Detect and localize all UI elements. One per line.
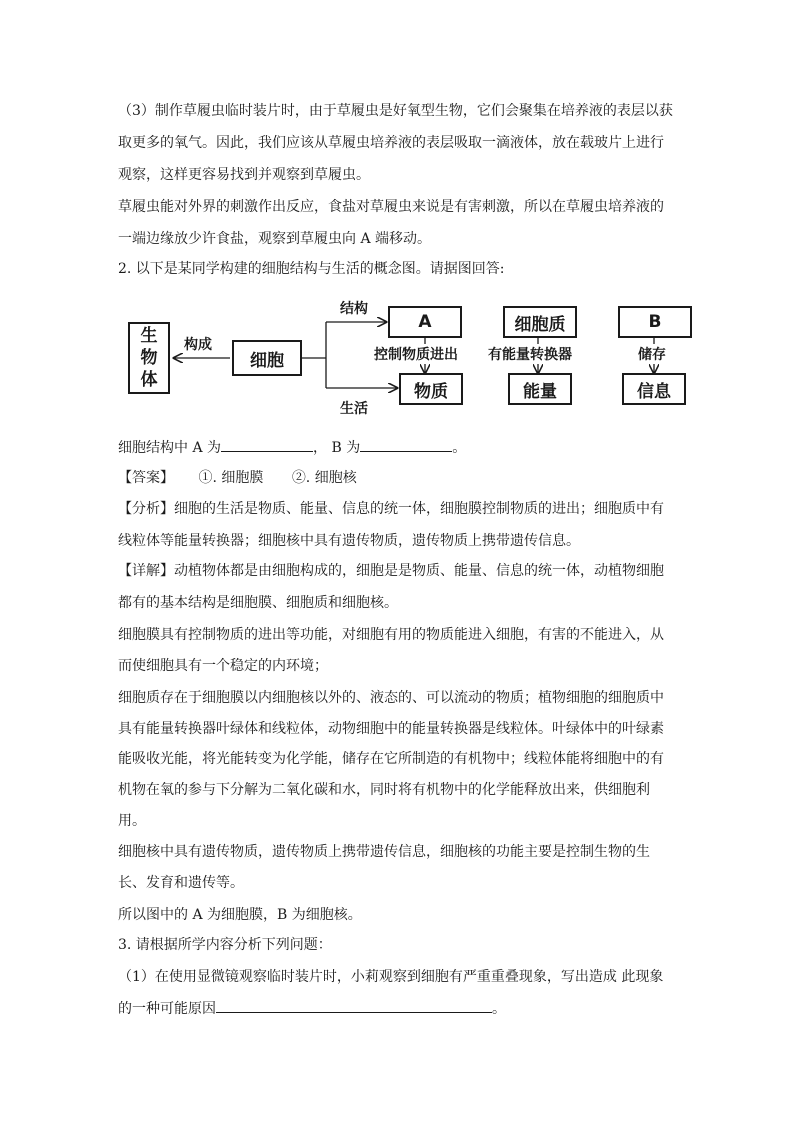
cytoplasm-box: 细胞质	[503, 306, 577, 338]
answer-blank-reason[interactable]	[216, 998, 492, 1013]
organism-box	[128, 322, 170, 394]
organism-char: 物	[140, 348, 158, 368]
detail-line: 【详解】动植物体都是由细胞构成的，细胞是是物质、能量、信息的统一体，动植物细胞	[118, 563, 664, 579]
cell-box: 细胞	[232, 340, 302, 376]
question-3-line: （1）在使用显微镜观察临时装片时，小莉观察到细胞有严重重叠现象，写出造成 此现象	[118, 969, 664, 985]
question-3-end: 。	[492, 1001, 506, 1017]
analysis-line: 线粒体等能量转换器；细胞核中具有遗传物质，遗传物质上携带遗传信息。	[118, 533, 580, 549]
paragraph-line: 一端边缘放少许食盐，观察到草履虫向 A 端移动。	[118, 231, 432, 247]
detail-line: 所以图中的 A 为细胞膜，B 为细胞核。	[118, 907, 362, 923]
info-box: 信息	[622, 373, 686, 405]
life-label: 生活	[340, 401, 368, 417]
detail-line: 都有的基本结构是细胞膜、细胞质和细胞核。	[118, 595, 398, 611]
answer-tag: 【答案】	[118, 470, 174, 486]
question-end: 。	[452, 440, 467, 456]
question-3-line	[118, 998, 506, 1019]
converter-label: 有能量转换器	[488, 344, 572, 364]
box-b: B	[618, 306, 692, 338]
box-a: A	[388, 306, 462, 338]
compose-label: 构成	[184, 337, 212, 353]
detail-line: 而使细胞具有一个稳定的内环境；	[118, 658, 328, 674]
energy-box: 能量	[508, 373, 572, 405]
control-label: 控制物质进出	[374, 344, 458, 364]
answer-blank-a[interactable]	[221, 437, 313, 452]
question-title: 2. 以下是某同学构建的细胞结构与生活的概念图。请据图回答:	[118, 261, 505, 277]
detail-line: 能吸收光能，将光能转变为化学能，储存在它所制造的有机物中；线粒体能将细胞中的有	[118, 751, 664, 767]
paragraph-line: （3）制作草履虫临时装片时，由于草履虫是好氧型生物，它们会聚集在培养液的表层以获	[118, 103, 673, 119]
detail-line: 具有能量转换器叶绿体和线粒体，动物细胞中的能量转换器是线粒体。叶绿体中的叶绿素	[118, 721, 664, 737]
paragraph-line: 草履虫能对外界的刺激作出反应，食盐对草履虫来说是有害刺激，所以在草履虫培养液的	[118, 199, 664, 215]
matter-box: 物质	[399, 373, 463, 405]
organism-char: 生	[140, 326, 158, 346]
question-3-title: 3. 请根据所学内容分析下列问题：	[118, 937, 332, 953]
question-separator: ， B 为	[313, 440, 361, 456]
detail-line: 用。	[118, 813, 146, 829]
analysis-line: 【分析】细胞的生活是物质、能量、信息的统一体，细胞膜控制物质的进出；细胞质中有	[118, 501, 664, 517]
detail-line: 细胞膜具有控制物质的进出等功能，对细胞有用的物质能进入细胞，有害的不能进入，从	[118, 627, 664, 643]
answer-1: ①. 细胞膜	[198, 470, 264, 486]
paragraph-line: 取更多的氧气。因此，我们应该从草履虫培养液的表层吸取一滴液体，放在载玻片上进行	[118, 135, 664, 151]
store-label: 储存	[638, 344, 666, 364]
question-prefix: 细胞结构中 A 为	[118, 440, 222, 456]
detail-line: 细胞质存在于细胞膜以内细胞核以外的、液态的、可以流动的物质；植物细胞的细胞质中	[118, 690, 664, 706]
question-3-prefix: 的一种可能原因	[118, 1001, 216, 1017]
detail-line: 机物在氧的参与下分解为二氧化碳和水，同时将有机物中的化学能释放出来，供细胞利	[118, 782, 650, 798]
concept-diagram	[118, 290, 698, 420]
fill-question	[118, 437, 466, 458]
structure-label: 结构	[340, 301, 368, 317]
answer-2: ②. 细胞核	[291, 470, 357, 486]
answer-line	[118, 468, 357, 488]
detail-line: 长、发育和遗传等。	[118, 875, 244, 891]
organism-char: 体	[140, 370, 158, 390]
detail-line: 细胞核中具有遗传物质，遗传物质上携带遗传信息，细胞核的功能主要是控制生物的生	[118, 844, 650, 860]
answer-blank-b[interactable]	[360, 437, 452, 452]
paragraph-line: 观察，这样更容易找到并观察到草履虫。	[118, 167, 370, 183]
